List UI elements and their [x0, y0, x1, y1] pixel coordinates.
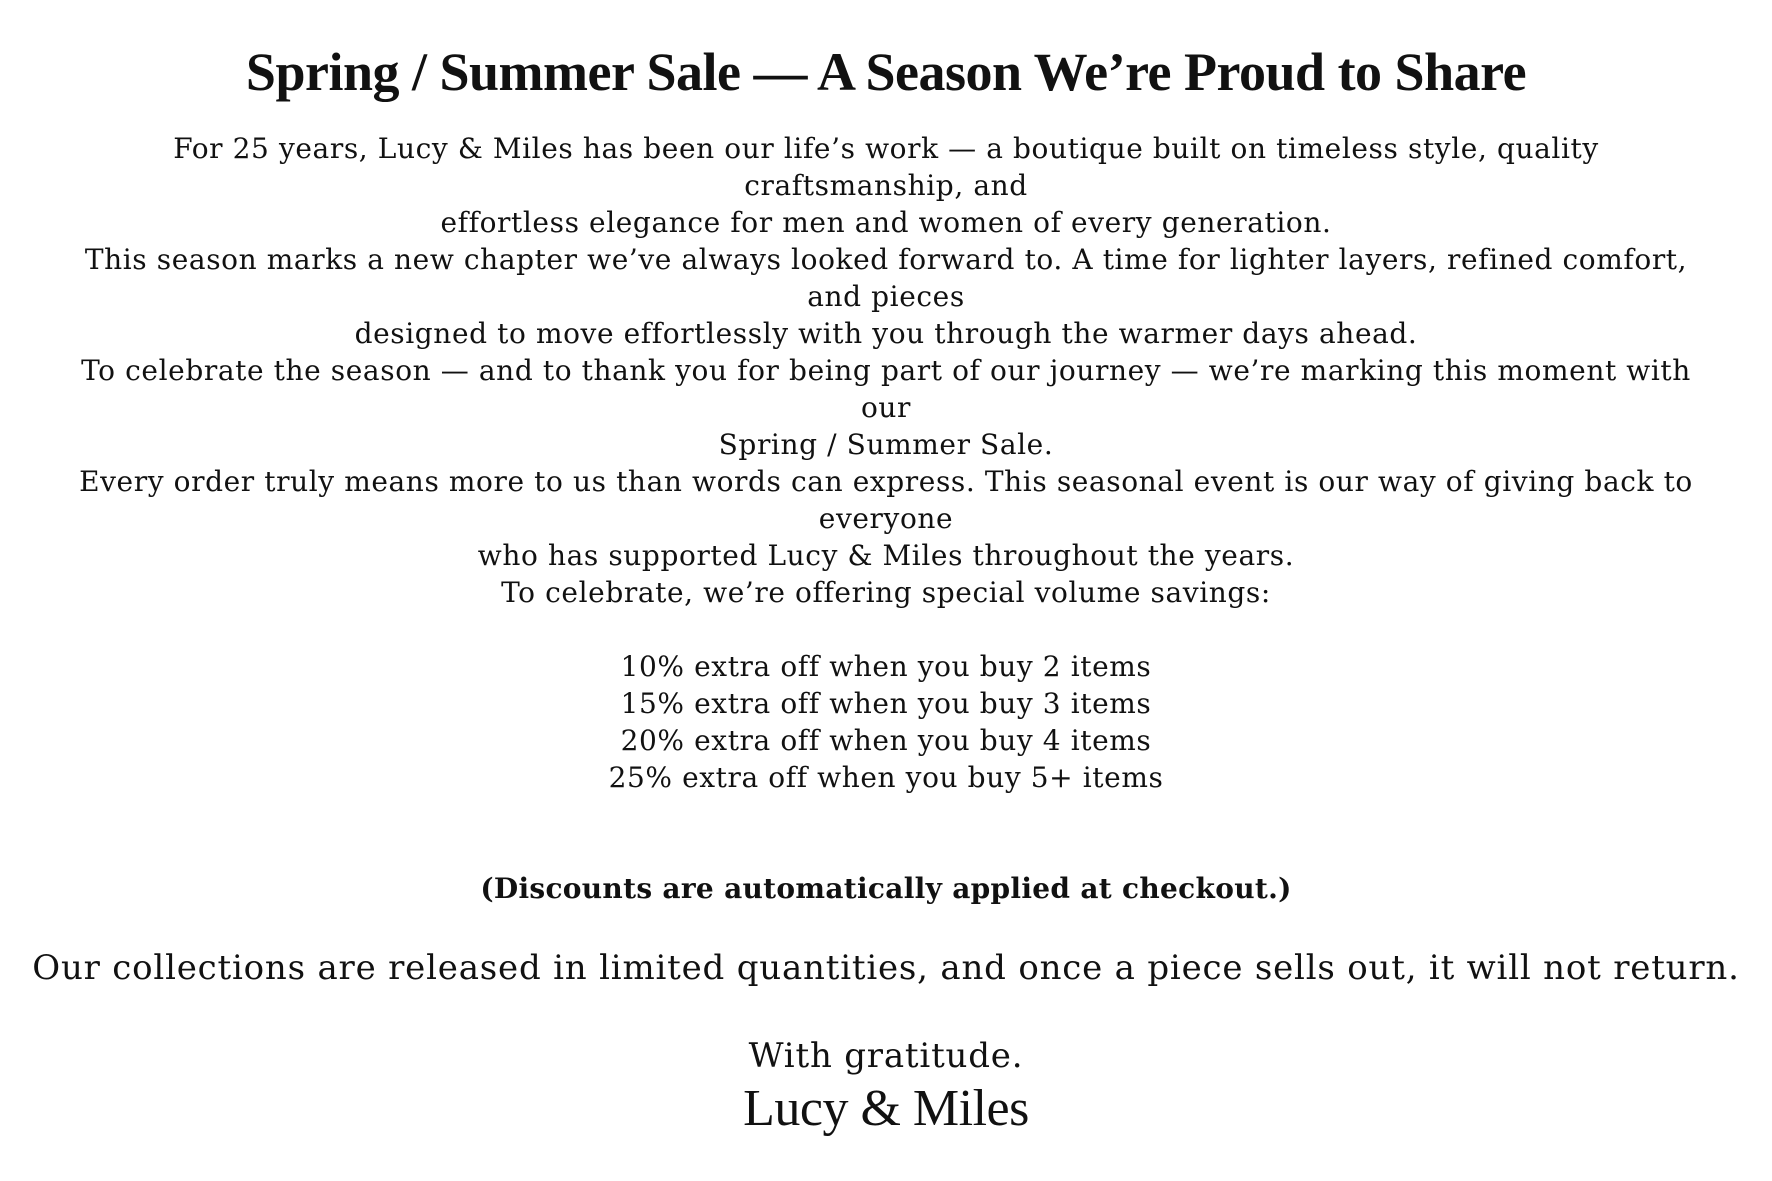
page-title: Spring / Summer Sale — A Season We’re Proud to Share [245, 42, 1527, 102]
season-paragraph [60, 241, 1712, 352]
paragraph-line: effortless elegance for men and women of every generation. [440, 206, 1332, 239]
intro-paragraph [60, 130, 1712, 241]
discount-tier: 25% extra off when you buy 5+ items [608, 761, 1164, 794]
paragraph-line: This season marks a new chapter we’ve always looked forward to. A time for lighter layers, refined comfort, and pieces [84, 243, 1688, 313]
discount-tier: 20% extra off when you buy 4 items [620, 724, 1152, 757]
paragraph-line: designed to move effortlessly with you through the warmer days ahead. [354, 317, 1418, 350]
paragraph-line: Every order truly means more to us than words can express. This seasonal event is our way of giving back to everyone [79, 465, 1693, 535]
closing-line: With gratitude. [748, 1036, 1024, 1076]
savings-intro: To celebrate, we’re offering special volume savings: [501, 576, 1271, 609]
discount-tier-list [0, 648, 1772, 796]
brand-signature: Lucy & Miles [743, 1080, 1029, 1137]
celebration-paragraph [60, 352, 1712, 463]
paragraph-line: who has supported Lucy & Miles throughout the years. [477, 539, 1295, 572]
paragraph-line: To celebrate the season — and to thank you for being part of our journey — we’re marking this moment with our [81, 354, 1691, 424]
checkout-note: (Discounts are automatically applied at checkout.) [480, 872, 1292, 905]
discount-tier: 10% extra off when you buy 2 items [620, 650, 1152, 683]
limited-quantities-note: Our collections are released in limited quantities, and once a piece sells out, it will not return. [32, 948, 1740, 988]
discount-tier: 15% extra off when you buy 3 items [620, 687, 1152, 720]
gratitude-paragraph [60, 463, 1712, 574]
paragraph-line: Spring / Summer Sale. [718, 428, 1054, 461]
paragraph-line: For 25 years, Lucy & Miles has been our life’s work — a boutique built on timeless style, quality craftsmanship, and [173, 132, 1599, 202]
